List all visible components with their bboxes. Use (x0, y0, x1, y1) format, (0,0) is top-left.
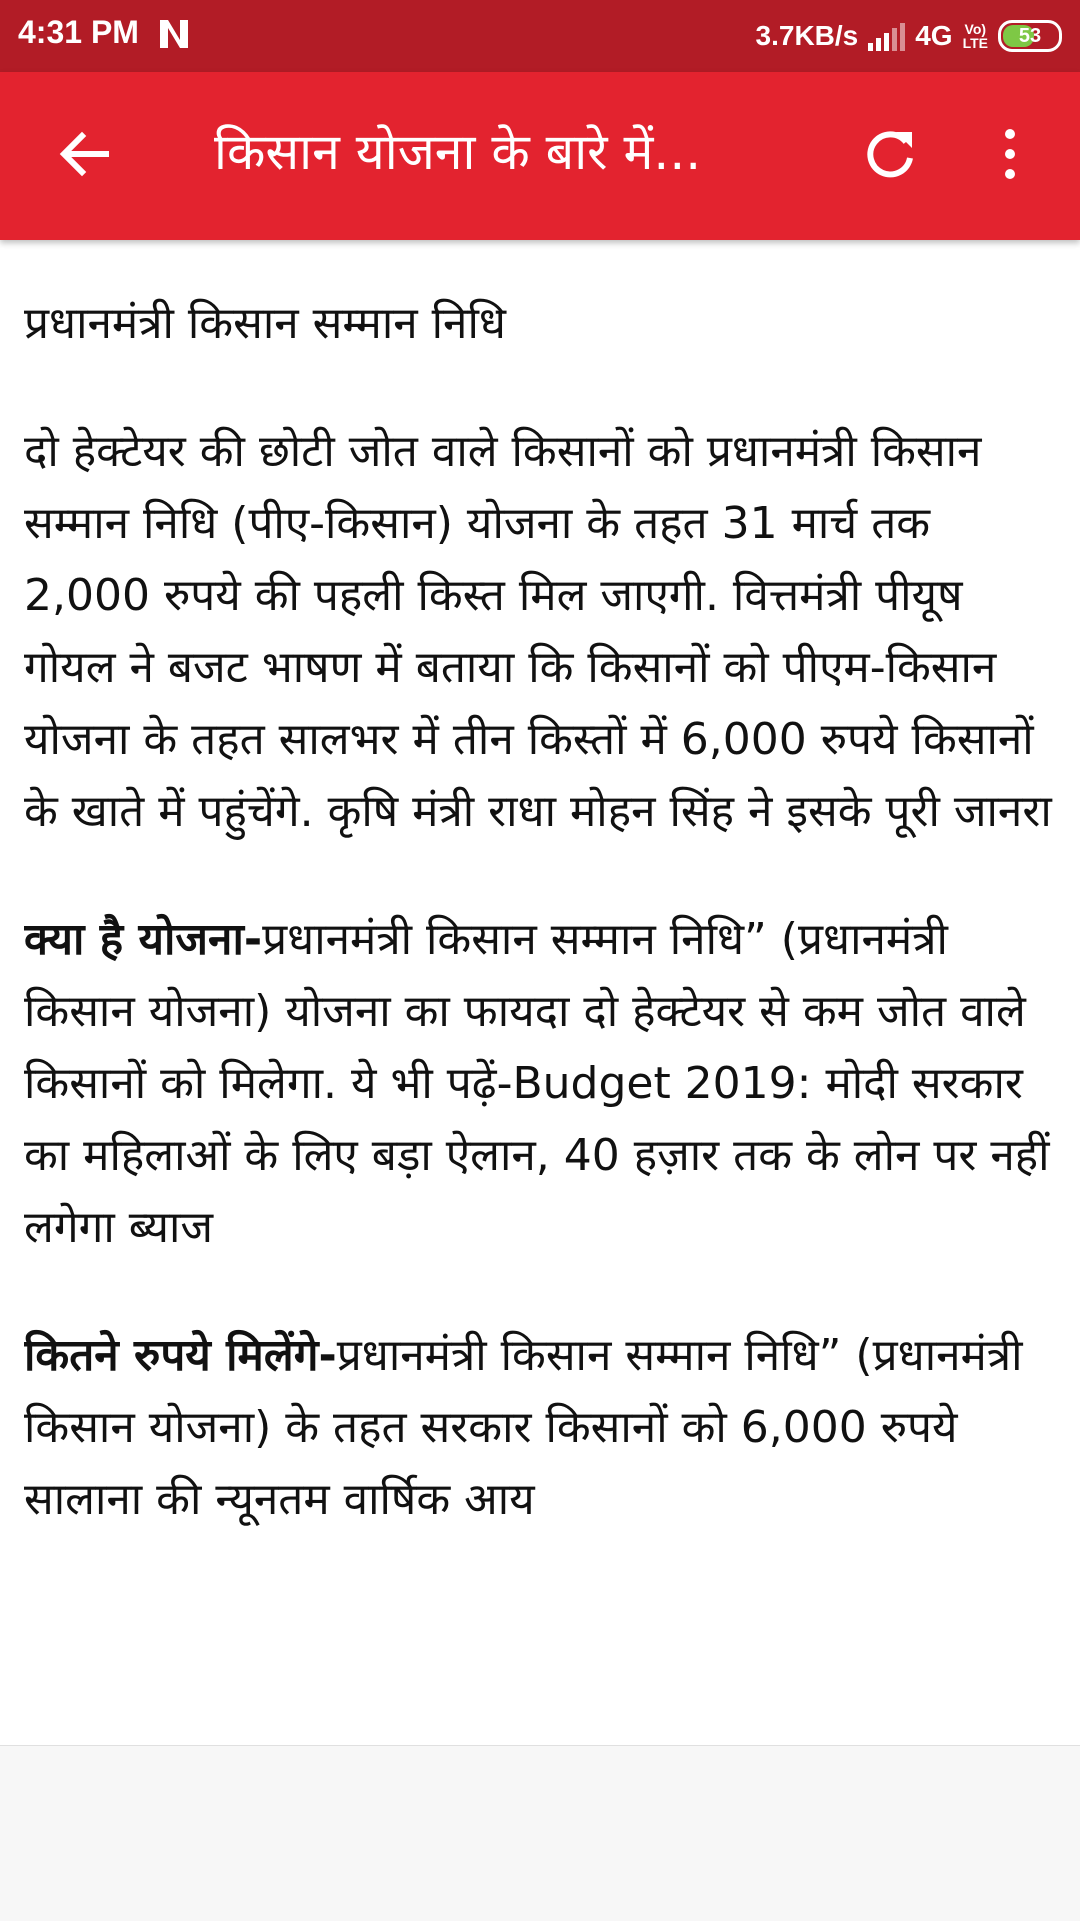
paragraph-2-lead: क्या है योजना- (24, 914, 263, 965)
battery-percent: 53 (1018, 24, 1042, 47)
paragraph-2-text: प्रधानमंत्री किसान सम्मान निधि” (प्रधानमंत्री किसान योजना) योजना का फायदा दो हेक्टेयर से कम जोत वाले किसानों को मिलेगा. ये भी पढ़ें-Budget 2019: मोदी सरकार का महिलाओं के लिए बड़ा ऐलान, 40 हज़ार तक के लोन पर नहीं लगेगा ब्याज (24, 914, 1050, 1253)
volte-top: Vo) (964, 21, 987, 37)
article-content (24, 240, 1060, 1745)
volte-icon (963, 22, 988, 50)
page-title: किसान योजना के बारे में... (214, 123, 702, 181)
battery-icon (998, 20, 1062, 52)
signal-icon (868, 21, 905, 51)
paragraph-3-text: प्रधानमंत्री किसान सम्मान निधि” (प्रधानमंत्री किसान योजना) के तहत सरकार किसानों को 6,000 रुपये सालाना की न्यूनतम वार्षिक आय (24, 1330, 1023, 1525)
article-heading: प्रधानमंत्री किसान सम्मान निधि (24, 298, 506, 349)
more-vert-icon[interactable] (990, 126, 1030, 182)
article-paragraph-1: दो हेक्टेयर की छोटी जोत वाले किसानों को प्रधानमंत्री किसान सम्मान निधि (पीए-किसान) योजना के तहत 31 मार्च तक 2,000 रुपये की पहली किस्त मिल जाएगी. वित्तमंत्री पीयूष गोयल ने बजट भाषण में बताया कि किसानों को पीएम-किसान योजना के तहत सालभर में तीन किस्तों में 6,000 रुपये किसानों के खाते में पहुंचेंगे. कृषि मंत्री राधा मोहन सिंह ने इसके पूरी जानरा (24, 426, 1052, 837)
network-speed: 3.7KB/s (755, 20, 859, 51)
arrow-back-icon[interactable] (56, 126, 112, 182)
volte-bottom: LTE (962, 35, 988, 51)
app-bar (0, 72, 1080, 240)
bottom-area (0, 1745, 1080, 1921)
paragraph-3-lead: कितने रुपये मिलेंगे- (24, 1330, 337, 1381)
article-paragraph-3 (24, 1320, 1060, 1536)
network-type: 4G (915, 20, 953, 51)
article-paragraph-2 (24, 904, 1060, 1264)
refresh-icon[interactable] (860, 124, 920, 184)
status-right (756, 12, 1062, 60)
notification-n-icon (156, 14, 192, 54)
status-bar (0, 0, 1080, 72)
status-time: 4:31 PM (18, 14, 139, 50)
